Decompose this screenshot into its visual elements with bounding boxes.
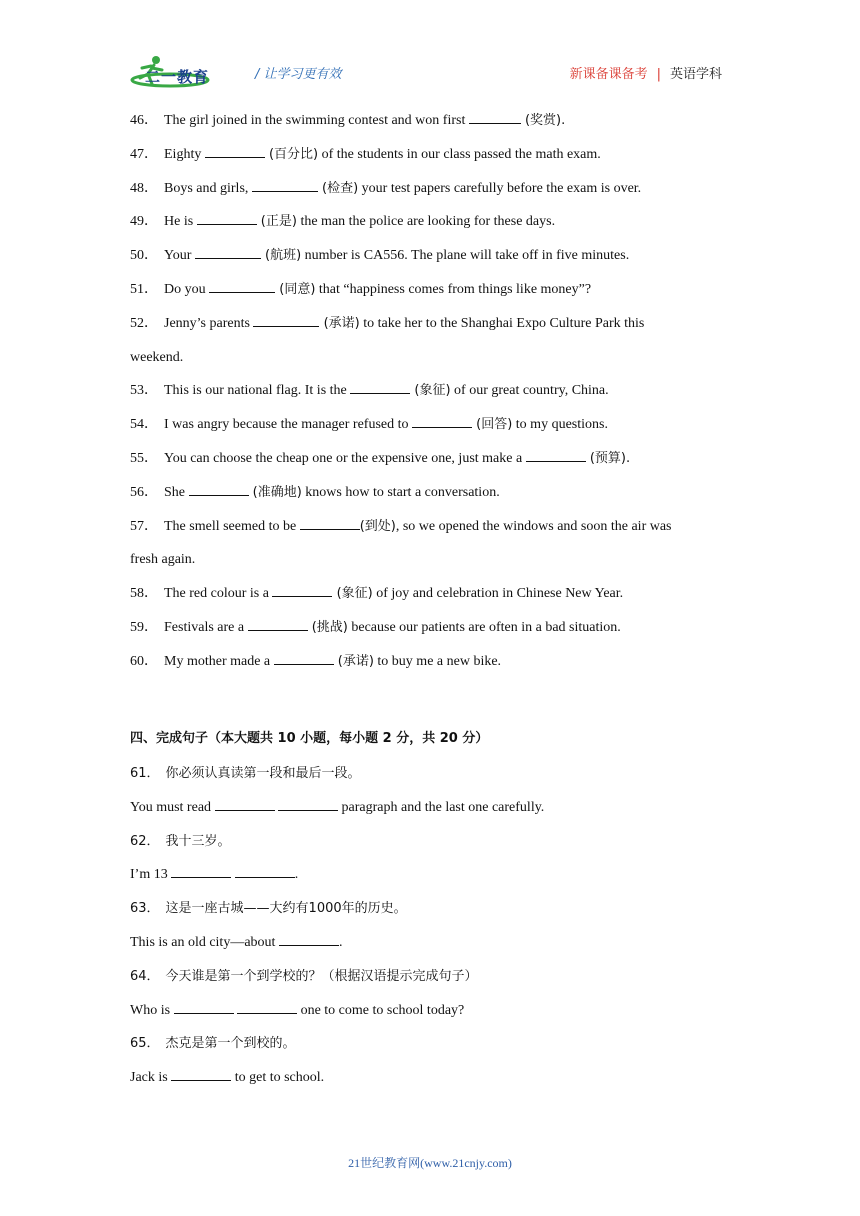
question-52: 52． Jenny’s parents (承诺) to take her to the Shanghai Expo Culture Park this bbox=[130, 307, 730, 341]
question-58: 58． The red colour is a (象征) of joy and celebration in Chinese New Year. bbox=[130, 577, 730, 611]
logo-text: 二一教育 bbox=[145, 68, 210, 86]
answer-blank[interactable] bbox=[215, 796, 275, 811]
header-separator: | bbox=[656, 67, 661, 82]
course-label: 新课备课备考 bbox=[569, 67, 648, 82]
sentence-64-prompt: 64． 今天谁是第一个到学校的？（根据汉语提示完成句子） bbox=[130, 968, 478, 984]
answer-blank[interactable] bbox=[197, 210, 257, 225]
sentence-65-prompt: 65． 杰克是第一个到校的。 bbox=[130, 1036, 296, 1052]
question-52-continued: weekend. bbox=[130, 349, 184, 365]
question-57-continued: fresh again. bbox=[130, 552, 196, 568]
footer-source: 21世纪教育网(www.21cnjy.com) bbox=[348, 1156, 512, 1170]
answer-blank[interactable] bbox=[350, 379, 410, 394]
sentence-62-prompt: 62． 我十三岁。 bbox=[130, 833, 231, 849]
answer-blank[interactable] bbox=[526, 447, 586, 462]
answer-blank[interactable] bbox=[279, 931, 339, 946]
answer-blank[interactable] bbox=[252, 177, 318, 192]
question-49: 49． He is (正是) the man the police are looking for these days. bbox=[130, 205, 730, 239]
answer-blank[interactable] bbox=[412, 413, 472, 428]
sentence-62-answer: I’m 13 . bbox=[130, 858, 730, 892]
sentence-63-prompt: 63． 这是一座古城——大约有1000年的历史。 bbox=[130, 901, 407, 917]
question-list bbox=[130, 104, 730, 679]
question-54: 54． I was angry because the manager refused to (回答) to my questions. bbox=[130, 408, 730, 442]
sentence-61-prompt: 61． 你必须认真读第一段和最后一段。 bbox=[130, 766, 361, 781]
sentence-65-answer: Jack is to get to school. bbox=[130, 1061, 730, 1095]
answer-blank[interactable] bbox=[278, 796, 338, 811]
answer-blank[interactable] bbox=[237, 999, 297, 1014]
question-46: 46． The girl joined in the swimming contest and won first (奖赏). bbox=[130, 104, 730, 138]
page-header bbox=[0, 0, 860, 100]
answer-blank[interactable] bbox=[272, 582, 332, 597]
question-59: 59． Festivals are a (挑战) because our patients are often in a bad situation. bbox=[130, 611, 730, 645]
question-56: 56． She (准确地) knows how to start a conversation. bbox=[130, 476, 730, 510]
sentence-61-answer: You must read paragraph and the last one carefully. bbox=[130, 791, 730, 825]
answer-blank[interactable] bbox=[235, 863, 295, 878]
question-53: 53． This is our national flag. It is the (象征) of our great country, China. bbox=[130, 374, 730, 408]
answer-blank[interactable] bbox=[248, 616, 308, 631]
subject-label: 英语学科 bbox=[669, 67, 722, 82]
question-50: 50． Your (航班) number is CA556. The plane will take off in five minutes. bbox=[130, 239, 730, 273]
header-right bbox=[570, 63, 722, 82]
sentence-list bbox=[130, 757, 730, 1095]
question-51: 51． Do you (同意) that “happiness comes from things like money”? bbox=[130, 273, 730, 307]
answer-blank[interactable] bbox=[195, 244, 261, 259]
slogan: / 让学习更有效 bbox=[255, 67, 342, 82]
answer-blank[interactable] bbox=[274, 650, 334, 665]
sentence-63-answer: This is an old city—about . bbox=[130, 926, 730, 960]
question-60: 60． My mother made a (承诺) to buy me a new bike. bbox=[130, 645, 730, 679]
answer-blank[interactable] bbox=[171, 1066, 231, 1081]
answer-blank[interactable] bbox=[205, 143, 265, 158]
answer-blank[interactable] bbox=[209, 278, 275, 293]
answer-blank[interactable] bbox=[174, 999, 234, 1014]
answer-blank[interactable] bbox=[189, 481, 249, 496]
question-48: 48． Boys and girls, (检查) your test papers carefully before the exam is over. bbox=[130, 172, 730, 206]
answer-blank[interactable] bbox=[469, 109, 521, 124]
answer-blank[interactable] bbox=[300, 515, 360, 530]
answer-blank[interactable] bbox=[171, 863, 231, 878]
sentence-64-answer: Who is one to come to school today? bbox=[130, 994, 730, 1028]
question-57: 57． The smell seemed to be (到处), so we opened the windows and soon the air was bbox=[130, 510, 730, 544]
question-55: 55． You can choose the cheap one or the expensive one, just make a (预算). bbox=[130, 442, 730, 476]
question-47: 47． Eighty (百分比) of the students in our class passed the math exam. bbox=[130, 138, 730, 172]
section-title: 四、完成句子（本大题共 10 小题，每小题 2 分，共 20 分） bbox=[130, 731, 489, 746]
answer-blank[interactable] bbox=[253, 312, 319, 327]
